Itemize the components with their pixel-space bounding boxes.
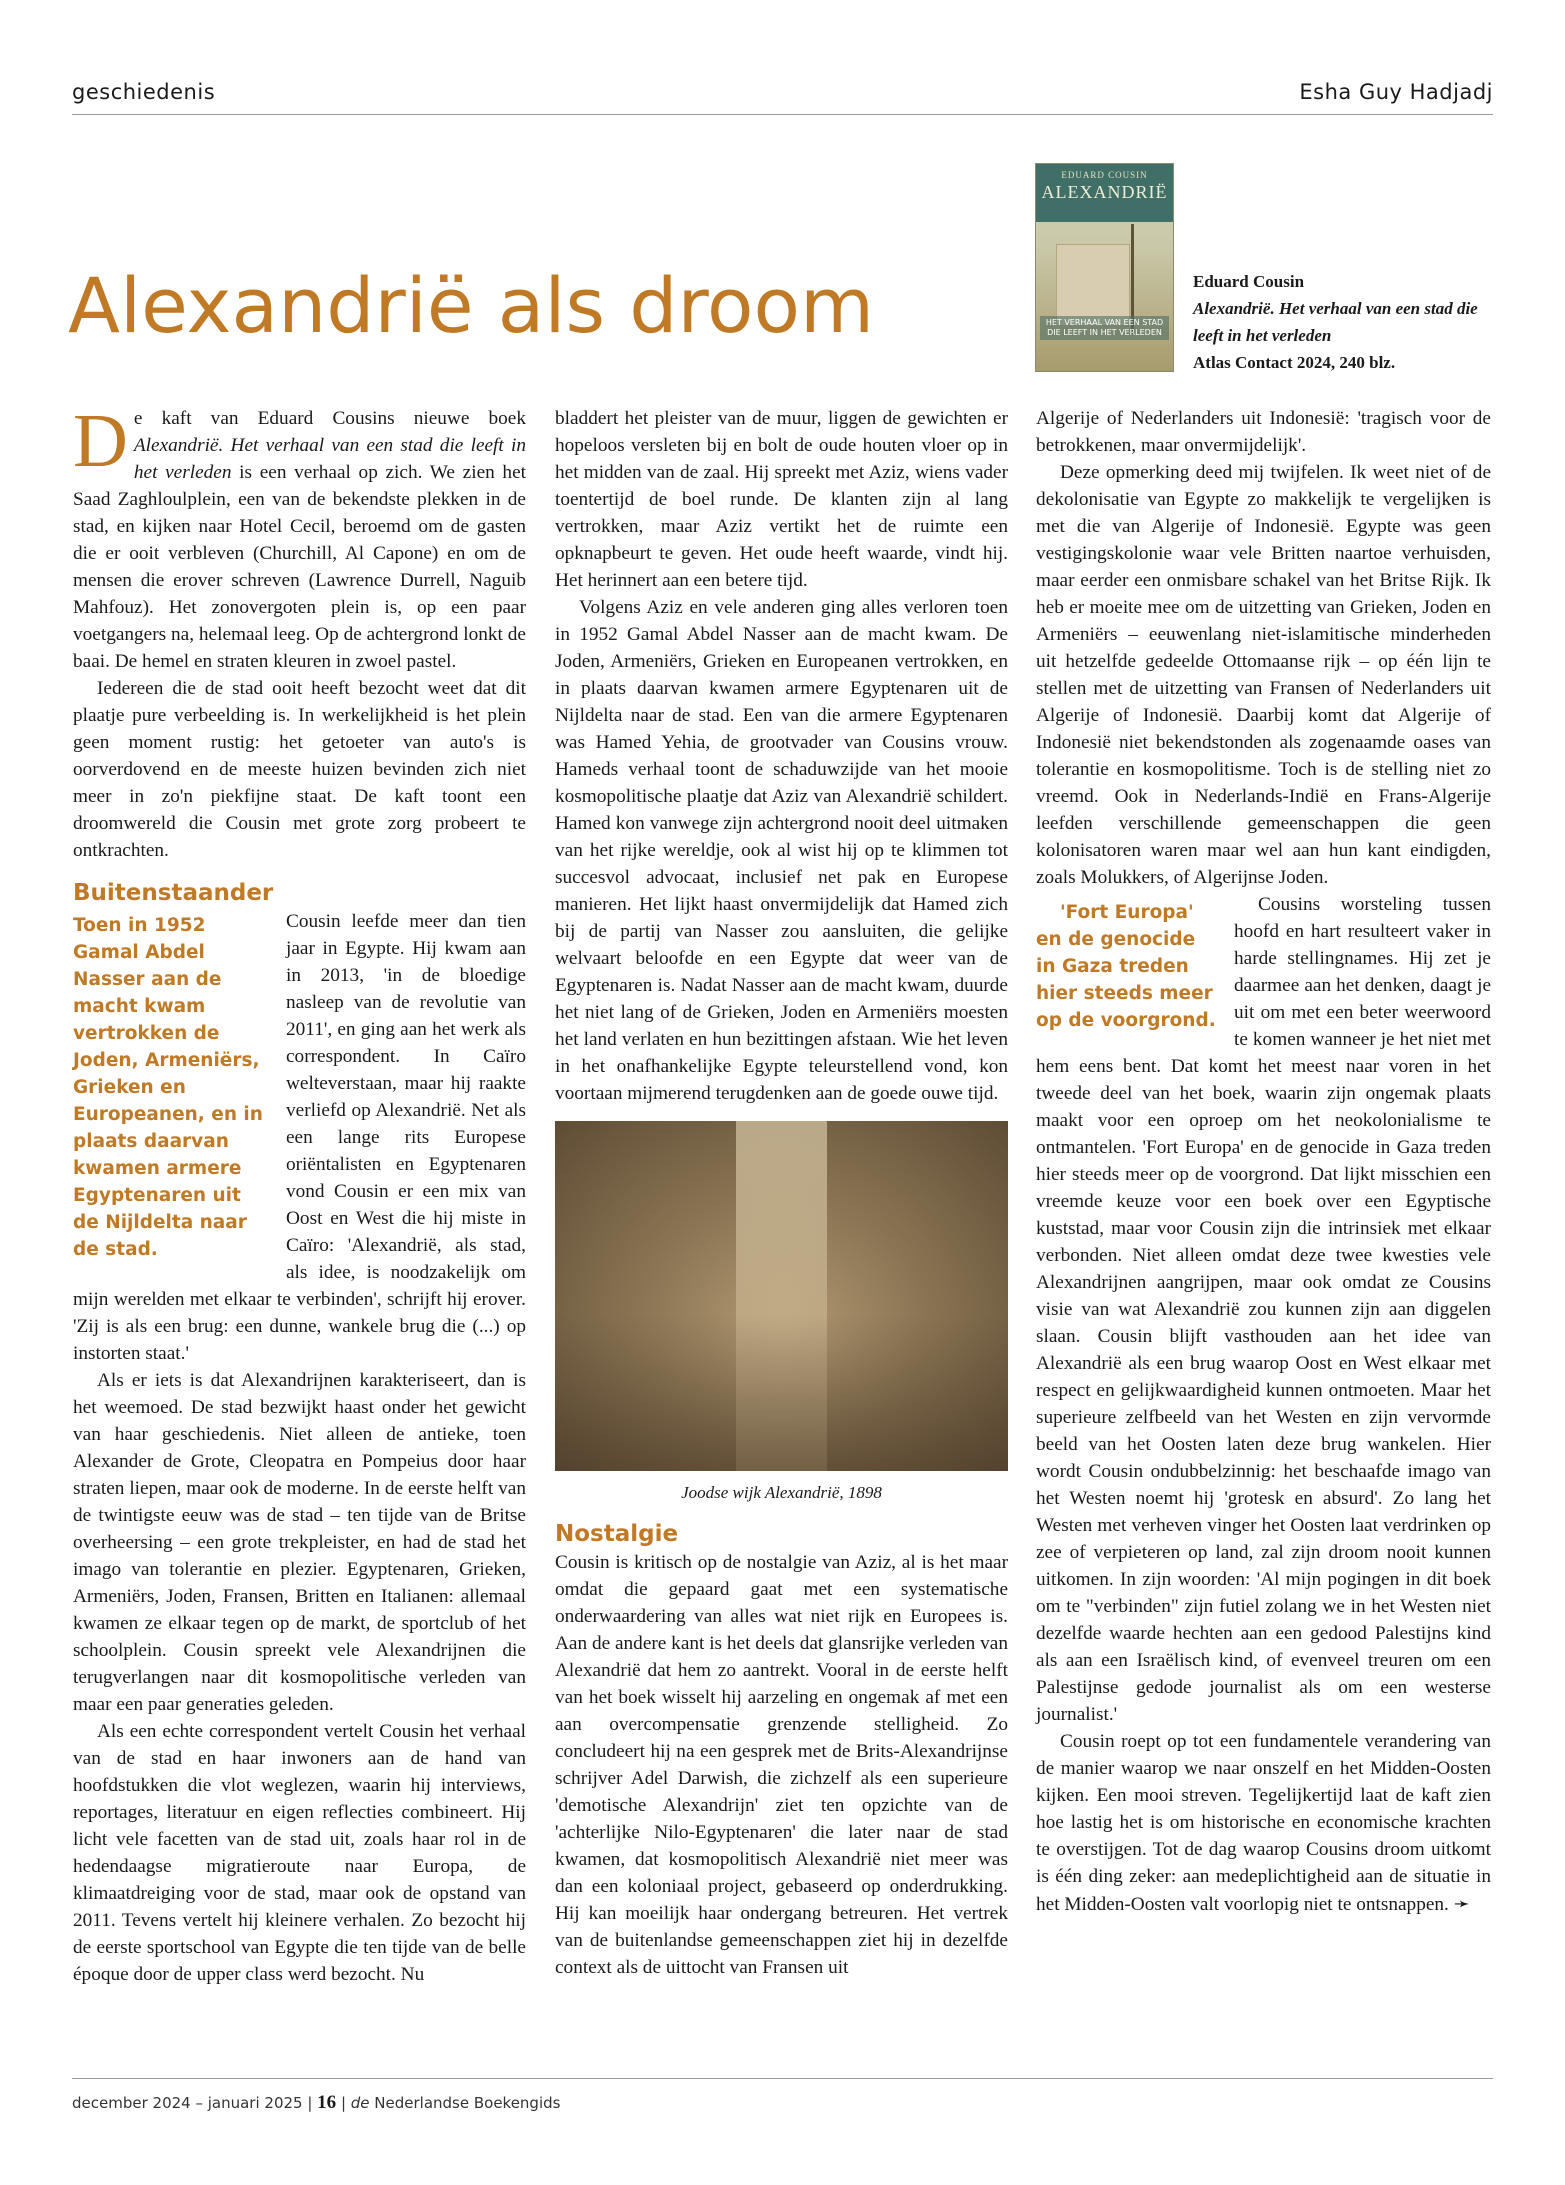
cover-title: ALEXANDRIË [1041, 182, 1168, 202]
magazine-prefix: de [350, 2094, 370, 2112]
paragraph: Als er iets is dat Alexandrijnen karakteriseert, dan is het weemoed. De stad bezwijkt haast onder het gewicht van haar geschiedenis. Niet alleen de antieke, toen Alexander de Grote, Cleopatra en Pompeius door haar straten liepen, maar ook de moderne. In de eerste helft van de twintigste eeuw was de stad – ten tijde van de Britse overheersing – een grote trekpleister, en had de stad het imago van tolerantie en plezier. Egyptenaren, Grieken, Armeniërs, Joden, Fransen, Britten en Italianen: allemaal kwamen ze elkaar tegen op de markt, de sportclub of het schoolplein. Cousin spreekt vele Alexandrijnen die terugverlangen naar dit kosmopolitische verleden van maar een paar generaties geleden. [73, 1370, 526, 1715]
cover-subtitle: HET VERHAAL VAN EEN STAD DIE LEEFT IN HET VERLEDEN [1040, 316, 1169, 340]
column-3 [1036, 405, 1491, 1918]
paragraph: bladdert het pleister van de muur, liggen de gewichten er hopeloos versleten bij en bolt de oude houten vloer op in het midden van de zaal. Hij spreekt met Aziz, wiens vader toentertijd de boel runde. De klanten zijn al lang vertrokken, maar Aziz vertikt het de ruimte een opknapbeurt te geven. Het oude heeft waarde, vindt hij. Het herinnert aan een betere tijd. [555, 408, 1008, 591]
book-publisher: Atlas Contact 2024, 240 blz. [1193, 353, 1396, 372]
paragraph: Iedereen die de stad ooit heeft bezocht weet dat dit plaatje pure verbeelding is. In werkelijkheid is het plein geen moment rustig: het getoeter van auto's is oorverdovend en de meeste huizen bevinden zich niet meer in zo'n piekfijne staat. De kaft toont een droomwereld die Cousin met grote zorg probeert te ontkrachten. [73, 678, 526, 861]
book-details [1193, 268, 1503, 376]
subheading-buitenstaander: Buitenstaander [73, 880, 274, 906]
byline-author: Esha Guy Hadjadj [1299, 80, 1493, 104]
issue-date: december 2024 – januari 2025 [72, 2094, 303, 2112]
page-footer: december 2024 – januari 2025 | 16 | de Nederlandse Boekengids [72, 2092, 561, 2113]
book-cover-image [1035, 163, 1174, 372]
pull-quote: Toen in 1952 Gamal Abdel Nasser aan de macht kwam vertrokken de Joden, Armeniërs, Grieken en Europeanen, en in plaats daarvan kwamen armere Egyptenaren uit de Nijldelta naar de stad. [73, 915, 263, 1260]
subheading-nostalgie: Nostalgie [555, 1521, 679, 1547]
header-rule [72, 114, 1493, 115]
footer-rule [72, 2078, 1493, 2079]
article-title: Alexandrië als droom [68, 260, 875, 350]
end-mark-icon: ➛ [1453, 1892, 1470, 1915]
cover-hotel-illustration [1056, 244, 1130, 326]
paragraph: Volgens Aziz en vele anderen ging alles verloren toen in 1952 Gamal Abdel Nasser aan de macht kwam. De Joden, Armeniërs, Grieken en Europeanen vertrokken, en in plaats daarvan kwamen armere Egyptenaren uit de Nijldelta naar de stad. Een van die armere Egyptenaren was Hamed Yehia, de grootvader van Cousins vrouw. Hameds verhaal toont de schaduwzijde van het mooie kosmopolitische plaatje dat Aziz van Alexandrië schildert. Hamed kon vanwege zijn achtergrond nooit deel uitmaken van het rijke wereldje, ook al wist hij op te klimmen tot succesvol advocaat, inclusief net pak en Europese manieren. Het lijkt haast onvermijdelijk dat Hamed zich bij de partij van Nasser zou aansluiten, die gelijke welvaart beloofde en een Egypte dat weer van de Egyptenaren is. Nadat Nasser aan de macht kwam, duurde het niet lang of de Grieken, Joden en Armeniërs moesten het land verlaten en hun bezittingen afstaan. Wie het leven in het onafhankelijke Egypte teleurstellend vond, kon voortaan mijmerend terugdenken aan de goede ouwe tijd. [555, 597, 1008, 1104]
section-label: geschiedenis [72, 80, 216, 104]
book-author: Eduard Cousin [1193, 272, 1305, 291]
paragraph: Deze opmerking deed mij twijfelen. Ik weet niet of de dekolonisatie van Egypte zo makkelijk te vergelijken is met die van Algerije of Indonesië. Egypte was geen vestigingskolonie waar vele Britten naartoe verhuisden, maar eerder een onmisbare schakel van het Britse Rijk. Ik heb er moeite mee om de uitzetting van Grieken, Joden en Armeniërs – eeuwenlang niet-islamitische minderheden uit hetzelfde gedeelde Ottomaanse rijk – op één lijn te stellen met de uitzetting van Fransen of Nederlanders uit Algerije of Indonesië. Daarbij komt dat Algerije of Indonesië niet bekendstonden als zogenaamde oases van tolerantie en kosmopolitisme. Toch is de stelling niet zo vreemd. Ook in Nederlands-Indië en Frans-Algerije leefden verschillende gemeenschappen die geen kolonisatoren waren maar wel aan hun kant eindigden, zoals Molukkers, of Algerijnse Joden. [1036, 462, 1491, 888]
paragraph: Cousin is kritisch op de nostalgie van Aziz, al is het maar omdat die gepaard gaat met een systematische onderwaardering van alles wat niet rijk en Europees is. Aan de andere kant is het deels dat glansrijke verleden van Alexandrië dat hem zo aantrekt. Vooral in de eerste helft van het boek wisselt hij aarzeling en ongemak af met een aan overcompensatie grenzende stelligheid. Zo concludeert hij na een gesprek met de Brits-Alexandrijnse schrijver Adel Darwish, die zichzelf als een superieure 'demotische Alexandrijn' ziet ten opzichte van de 'achterlijke Nilo-Egyptenaren' die later naar de stad kwamen, dat kosmopolitisch Alexandrië niet meer was dan een koloniaal project, gebaseerd op onderdrukking. Hij kan moeilijk haar ondergang betreuren. Het vertrek van de buitenlandse gemeenschappen ziet hij in dezelfde context als de uittocht van Fransen uit [555, 1552, 1008, 1978]
pull-quote: 'Fort Europa' en de genocide in Gaza treden hier steeds meer op de voorgrond. [1036, 902, 1216, 1031]
photo-crowd [555, 1314, 1008, 1472]
paragraph: De kaft van Eduard Cousins nieuwe boek Alexandrië. Het verhaal van een stad die leeft in het verleden is een verhaal op zich. We zien het Saad Zaghloulplein, een van de bekendste plekken in de stad, en kijken naar Hotel Cecil, beroemd om de gasten die er ooit verbleven (Churchill, Al Capone) en om de mensen die erover schreven (Lawrence Durrell, Naguib Mahfouz). Het zonovergoten plein is, op een paar voetgangers na, helemaal leeg. Op de achtergrond lonkt de baai. De hemel en straten kleuren in zwoel pastel. [73, 399, 526, 672]
column-2 [555, 405, 1008, 1981]
paragraph: Algerije of Nederlanders uit Indonesië: 'tragisch voor de betrokkenen, maar onvermijdelijk'. [1036, 408, 1491, 456]
page-number: 16 [317, 2092, 337, 2113]
paragraph: Cousin roept op tot een fundamentele verandering van de manier waarop we naar onszelf en het Midden-Oosten kijken. Een mooi streven. Tegelijkertijd laat de kaft zien hoe lastig het is om historische en economische krachten te overstijgen. Tot de dag waarop Cousins droom uitkomt is één ding zeker: aan medeplichtigheid aan de situatie in het Midden-Oosten valt voorlopig niet te ontsnappen. ➛ [1036, 1731, 1491, 1915]
book-title: Alexandrië. Het verhaal van een stad die leeft in het verleden [1193, 299, 1478, 345]
historic-street-photo [555, 1121, 1008, 1471]
cover-author: EDUARD COUSIN [1061, 170, 1148, 180]
paragraph: 'Fort Europa' en de genocide in Gaza treden hier steeds meer op de voorgrond. Cousins worsteling tussen hoofd en hart resulteert vaker in harde stellingnames. Hij zet je daarmee aan het denken, daagt je uit om met een beter weerwoord te komen wanneer je het niet met hem eens bent. Dat komt het meest naar voren in het tweede deel van het boek, waarin zijn ongemak plaats maakt voor een oproep om het neokolonialisme te ontmantelen. 'Fort Europa' en de genocide in Gaza treden hier steeds meer op de voorgrond. Dat lijkt misschien een vreemde keuze voor een boek over een Egyptische kuststad, maar voor Cousin zijn die intrinsiek met elkaar verbonden. Niet alleen omdat deze twee kwesties vele Alexandrijnen aangrijpen, maar ook omdat ze Cousins visie van wat Alexandrië zou kunnen zijn aan diggelen slaan. Cousin blijft vasthouden aan het idee van Alexandrië als een brug waarop Oost en West elkaar met respect en gelijkwaardigheid kunnen ontmoeten. Maar het superieure zelfbeeld van het Westen en zijn vervormde beeld van het Oosten laten deze brug wankelen. Hier wordt Cousin ondubbelzinnig: het beschaafde imago van het Westen noemt hij 'grotesk en absurd'. Zo lang het Westen met verheven vinger het Oosten laat verdrinken op zee of verpieteren op land, zal zijn droom nooit kunnen uitkomen. In zijn woorden: 'Al mijn pogingen in dit boek om te "verbinden" zijn futiel zolang we in het Westen niet dezelfde waarde hechten aan een gedood Palestijns kind als aan een Israëlisch kind, of evenveel treuren om een Palestijnse gedode journalist als om een westerse journalist.' [1036, 894, 1491, 1725]
column-1 [73, 399, 526, 1988]
photo-caption: Joodse wijk Alexandrië, 1898 [681, 1483, 882, 1502]
paragraph: Als een echte correspondent vertelt Cousin het verhaal van de stad en haar inwoners aan de hand van hoofdstukken die vlot weglezen, waarin hij interviews, reportages, literatuur en eigen reflecties combineert. Hij licht vele facetten van de stad uit, zoals haar rol in de hedendaagse migratieroute naar Europa, de klimaatdreiging voor de stad, maar ook de opstand van 2011. Tevens vertelt hij kleinere verhalen. Zo bezocht hij de eerste sportschool van Egypte die ten tijde van de belle époque door de upper class werd bezocht. Nu [73, 1721, 526, 1985]
paragraph: Toen in 1952 Gamal Abdel Nasser aan de macht kwam vertrokken de Joden, Armeniërs, Grieken en Europeanen, en in plaats daarvan kwamen armere Egyptenaren uit de Nijldelta naar de stad. Cousin leefde meer dan tien jaar in Egypte. Hij kwam aan in 2013, 'in de bloedige nasleep van de revolutie van 2011', en ging aan het werk als correspondent. In Caïro welteverstaan, maar hij raakte verliefd op Alexandrië. Net als een lange rits Europese oriëntalisten en Egyptenaren vond Cousin er een mix van Oost en West die hij miste in Caïro: 'Alexandrië, als stad, als idee, is noodzakelijk om mijn werelden met elkaar te verbinden', schrijft hij erover. 'Zij is als een brug: een dunne, wankele brug die (...) op instorten staat.' [73, 911, 526, 1364]
magazine-name: Nederlandse Boekengids [369, 2094, 561, 2112]
